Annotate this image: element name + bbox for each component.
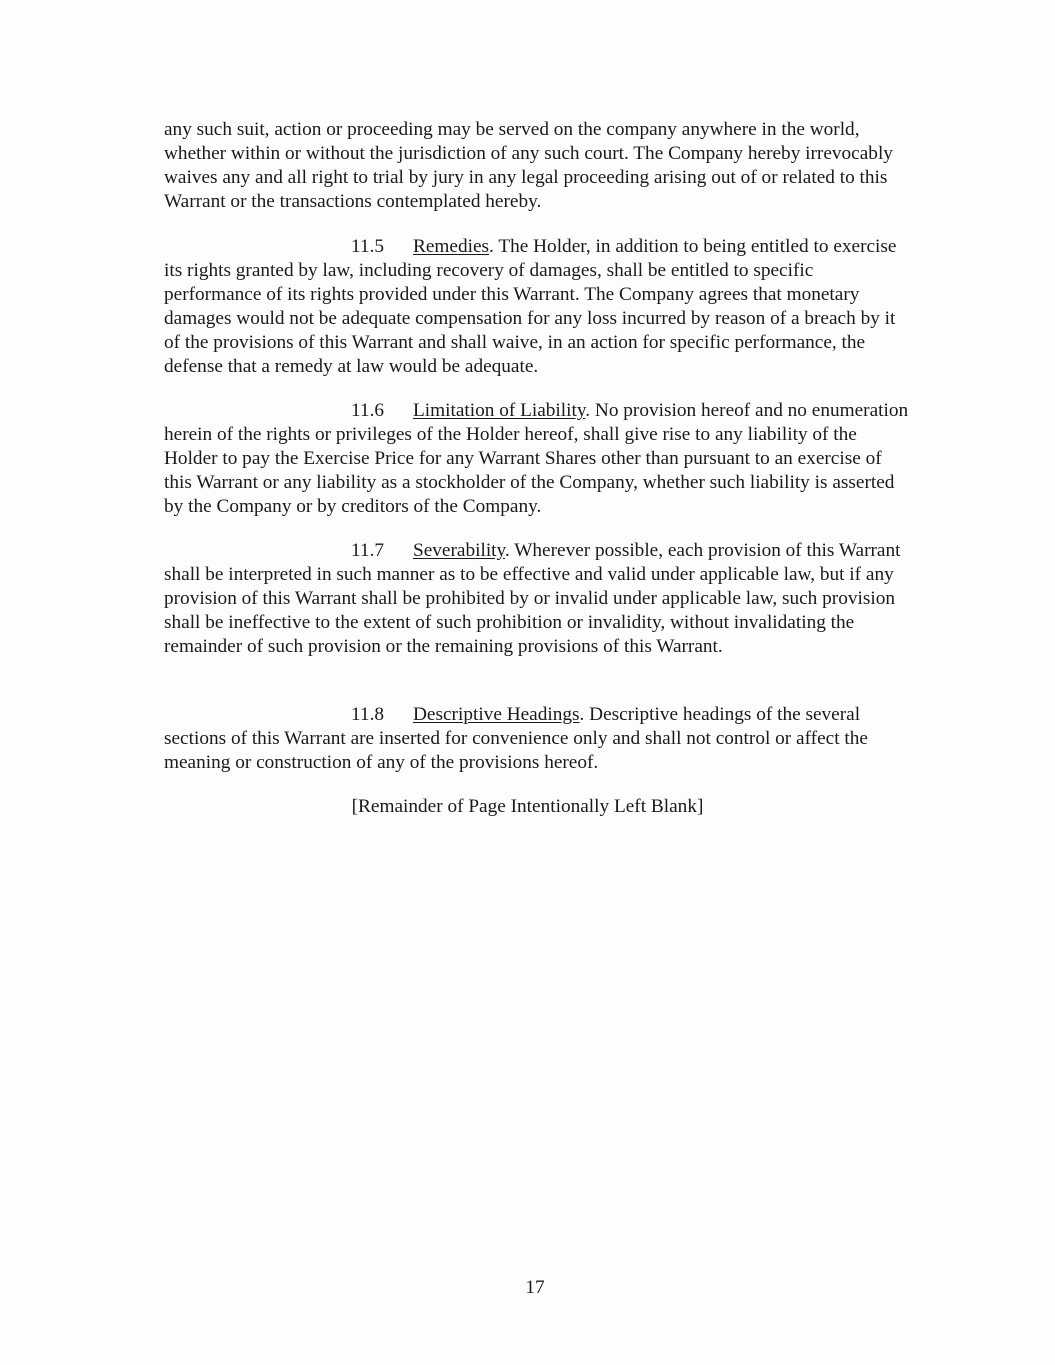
section-number: 11.6	[351, 400, 385, 421]
section-heading: Severability	[413, 540, 505, 561]
intentionally-blank-note: [Remainder of Page Intentionally Left Blank]	[351, 796, 704, 817]
section-text: . Wherever possible, each provision of this Warrant shall be interpreted in such manner as to be effective and valid under applicable law, but if any provision of this Warrant shall be prohibited by or invalid under applicable law, such provision shall be ineffective to the extent of such prohibition or invalidity, without invalidating the remainder of such provision or the remaining provisions of this Warrant.	[164, 540, 901, 657]
section-heading: Limitation of Liability	[413, 400, 586, 421]
page-number: 17	[525, 1277, 545, 1298]
section-11-8	[164, 703, 914, 775]
section-heading: Remedies	[413, 236, 490, 257]
section-text: . The Holder, in addition to being entitled to exercise its rights granted by law, including recovery of damages, shall be entitled to specific performance of its rights provided under this Warrant. The Company agrees that monetary damages would not be adequate compensation for any loss incurred by reason of a breach by it of the provisions of this Warrant and shall waive, in an action for specific performance, the defense that a remedy at law would be adequate.	[164, 236, 897, 377]
section-number: 11.8	[351, 704, 385, 725]
continuation-paragraph: any such suit, action or proceeding may be served on the company anywhere in the world, whether within or without the jurisdiction of any such court. The Company hereby irrevocably waives any and all right to trial by jury in any legal proceeding arising out of or related to this Warrant or the transactions contemplated hereby.	[164, 119, 893, 212]
section-11-7	[164, 539, 914, 659]
section-text: . No provision hereof and no enumeration herein of the rights or privileges of the Holder hereof, shall give rise to any liability of the Holder to pay the Exercise Price for any Warrant Shares other than pursuant to an exercise of this Warrant or any liability as a stockholder of the Company, whether such liability is asserted by the Company or by creditors of the Company.	[164, 400, 909, 517]
section-number: 11.5	[351, 236, 385, 257]
section-number: 11.7	[351, 540, 385, 561]
section-heading: Descriptive Headings	[413, 704, 580, 725]
section-11-5	[164, 235, 914, 379]
section-11-6	[164, 399, 914, 519]
section-text: . Descriptive headings of the several sections of this Warrant are inserted for convenience only and shall not control or affect the meaning or construction of any of the provisions hereof.	[164, 704, 868, 773]
